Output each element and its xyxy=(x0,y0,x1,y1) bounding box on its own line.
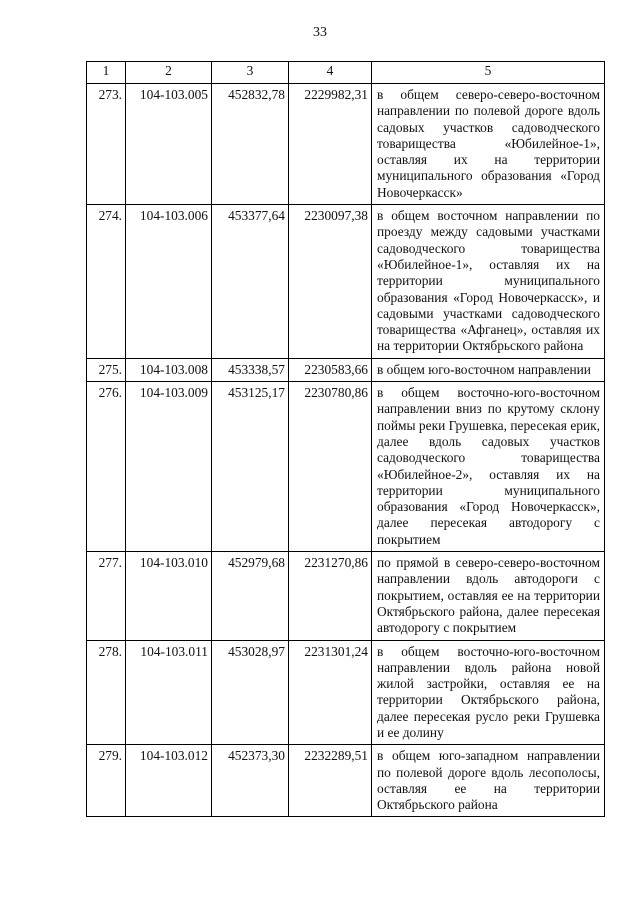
table-row xyxy=(87,382,605,552)
segment-description: в общем восточном направлении по проезду между садовыми участками садоводческого товарищества «Юбилейное-1», оставляя их на территории муниципального образования «Город Новочеркасск», и садовыми участками садоводческого товарищества «Афганец», оставляя их на территории Октябрьского района xyxy=(372,205,605,359)
coord-x: 453377,64 xyxy=(212,205,289,359)
row-number: 274. xyxy=(87,205,126,359)
table-row xyxy=(87,640,605,745)
row-number: 273. xyxy=(87,84,126,205)
page-number: 33 xyxy=(313,25,327,40)
point-code: 104-103.008 xyxy=(126,358,212,381)
header-row xyxy=(87,62,605,84)
segment-description: в общем северо-северо-восточном направлении по полевой дороге вдоль садовых участков садоводческого товарищества «Юбилейное-1», оставляя их на территории муниципального образования «Город Новочеркасск» xyxy=(372,84,605,205)
segment-description: в общем юго-восточном направлении xyxy=(372,358,605,381)
boundary-table xyxy=(86,61,605,817)
table-row xyxy=(87,552,605,640)
row-number: 275. xyxy=(87,358,126,381)
header-col-5: 5 xyxy=(372,62,605,84)
coord-y: 2229982,31 xyxy=(289,84,372,205)
coord-y: 2231301,24 xyxy=(289,640,372,745)
coord-x: 452979,68 xyxy=(212,552,289,640)
coord-y: 2231270,86 xyxy=(289,552,372,640)
coord-y: 2230583,66 xyxy=(289,358,372,381)
point-code: 104-103.009 xyxy=(126,382,212,552)
point-code: 104-103.010 xyxy=(126,552,212,640)
table-row xyxy=(87,358,605,381)
coord-x: 453338,57 xyxy=(212,358,289,381)
header-col-3: 3 xyxy=(212,62,289,84)
point-code: 104-103.005 xyxy=(126,84,212,205)
table-row xyxy=(87,205,605,359)
row-number: 278. xyxy=(87,640,126,745)
header-col-2: 2 xyxy=(126,62,212,84)
table-row xyxy=(87,745,605,817)
segment-description: в общем восточно-юго-восточном направлении вниз по крутому склону поймы реки Грушевка, пересекая ерик, далее вдоль садовых участков садоводческого товарищества «Юбилейное-2», оставляя их на территории муниципального образования «Город Новочеркасск», далее пересекая автодорогу с покрытием xyxy=(372,382,605,552)
point-code: 104-103.006 xyxy=(126,205,212,359)
coord-y: 2232289,51 xyxy=(289,745,372,817)
point-code: 104-103.012 xyxy=(126,745,212,817)
coord-y: 2230097,38 xyxy=(289,205,372,359)
coord-x: 453125,17 xyxy=(212,382,289,552)
point-code: 104-103.011 xyxy=(126,640,212,745)
row-number: 277. xyxy=(87,552,126,640)
coord-y: 2230780,86 xyxy=(289,382,372,552)
coord-x: 453028,97 xyxy=(212,640,289,745)
row-number: 276. xyxy=(87,382,126,552)
table-row xyxy=(87,84,605,205)
coord-x: 452832,78 xyxy=(212,84,289,205)
header-col-1: 1 xyxy=(87,62,126,84)
segment-description: в общем восточно-юго-восточном направлении вдоль района новой жилой застройки, оставляя ее на территории Октябрьского района, далее пересекая русло реки Грушевка и ее долину xyxy=(372,640,605,745)
header-col-4: 4 xyxy=(289,62,372,84)
row-number: 279. xyxy=(87,745,126,817)
coord-x: 452373,30 xyxy=(212,745,289,817)
segment-description: по прямой в северо-северо-восточном направлении вдоль автодороги с покрытием, оставляя ее на территории Октябрьского района, далее пересекая автодорогу с покрытием xyxy=(372,552,605,640)
segment-description: в общем юго-западном направлении по полевой дороге вдоль лесополосы, оставляя ее на территории Октябрьского района xyxy=(372,745,605,817)
